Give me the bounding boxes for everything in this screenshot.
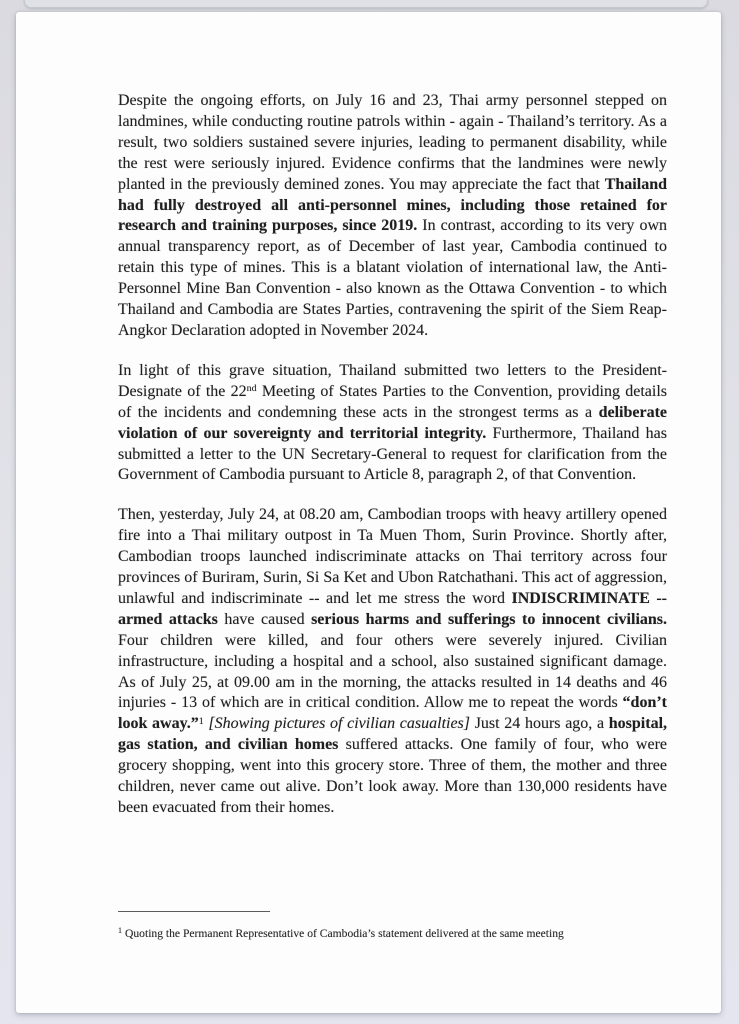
bold-text-run: serious harms and sufferings to innocent civilians.: [311, 610, 668, 628]
paragraph-landmine-incidents: [118, 91, 667, 342]
text-run: Then, yesterday, July 24, at 08.20 am, Cambodian troops with heavy artillery opened fire into a Thai military outpost in Ta Muen Thom, Surin Province. Shortly after, Cambodian troops launched indiscriminate attacks on Thai territory across four provinces of Buriram, Surin, Si Sa Ket and Ubon Ratchathani. This act of aggression, unlawful and indiscriminate -- and let me stress the word: [118, 506, 667, 607]
footnote-text: Quoting the Permanent Representative of Cambodia’s statement delivered at the same meeting: [125, 927, 564, 940]
text-run: In contrast, according to its very own annual transparency report, as of December of last year, Cambodia continued to retain this type of mines. This is a blatant violation of international law, the Anti-Personnel Mine Ban Convention - also known as the Ottawa Convention - to which Thailand and Cambodia are States Parties, contravening the spirit of the Siem Reap-Angkor Declaration adopted in November 2024.: [118, 217, 667, 339]
bold-text-run: deliberate violation of our sovereignty and territorial integrity.: [118, 403, 667, 442]
italic-text-run: [Showing pictures of civilian casualties]: [208, 715, 471, 733]
paragraph-letters-to-convention: [118, 361, 667, 486]
footnote-divider: [118, 911, 270, 912]
bold-text-run: INDISCRIMINATE -- armed attacks: [118, 589, 667, 628]
text-run: Meeting of States Parties to the Convention, providing details of the incidents and condemning these acts in the strongest terms as a: [118, 382, 667, 421]
text-run: Despite the ongoing efforts, on July 16 and 23, Thai army personnel stepped on landmines, while conducting routine patrols within - again - Thailand’s territory. As a result, two soldiers sustained severe injuries, leading to permanent disability, while the rest were seriously injured. Evidence confirms that the landmines were newly planted in the previously demined zones. You may appreciate the fact that: [118, 92, 667, 193]
bold-text-run: “don’t look away.”: [118, 694, 667, 733]
text-run: have caused: [217, 610, 312, 628]
text-run: Furthermore, Thailand has submitted a letter to the UN Secretary-General to request for clarification from the Government of Cambodia pursuant to Article 8, paragraph 2, of that Convention.: [118, 424, 667, 484]
previous-page-edge: [24, 0, 708, 8]
paragraph-attacks-on-civilians: [118, 505, 667, 819]
document-page: [16, 12, 721, 1013]
footnote-marker: 1: [118, 926, 122, 935]
text-run: suffered attacks. One family of four, who were grocery shopping, went into this grocery store. Three of them, the mother and three children, never came out alive. Don’t look away. More than 130,000 residents have been evacuated from their homes.: [118, 736, 667, 816]
text-run: In light of this grave situation, Thailand submitted two letters to the President-Designate of the 22: [118, 361, 667, 400]
bold-text-run: Thailand had fully destroyed all anti-personnel mines, including those retained for research and training purposes, since 2019.: [118, 175, 667, 235]
document-body: [118, 91, 667, 819]
bold-text-run: hospital, gas station, and civilian homes: [118, 715, 668, 754]
footnote-block: [118, 911, 667, 942]
superscript-run: 1: [198, 715, 204, 727]
text-run: Four children were killed, and four others were severely injured. Civilian infrastructure, including a hospital and a school, also sustained significant damage. As of July 25, at 09.00 am in the morning, the attacks resulted in 14 deaths and 46 injuries - 13 of which are in critical condition. Allow me to repeat the words: [118, 631, 667, 712]
footnote: [118, 927, 667, 942]
superscript-run: nd: [246, 383, 257, 395]
text-run: Just 24 hours ago, a: [470, 715, 609, 733]
